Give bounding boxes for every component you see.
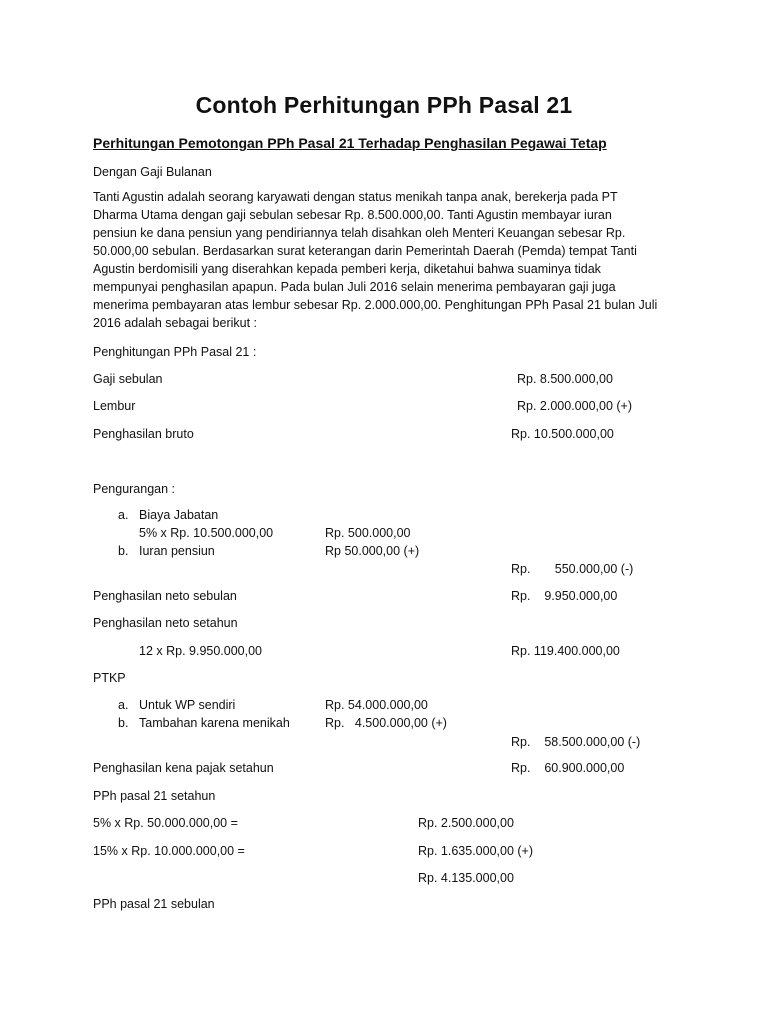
intro-line: Dharma Utama dengan gaji sebulan sebesar Rp. 8.500.000,00. Tanti Agustin membayar iuran: [93, 208, 612, 222]
intro-line: 50.000,00 sebulan. Berdasarkan surat keterangan darin Pemerintah Daerah (Pemda) tempat Tanti: [93, 244, 637, 258]
intro-line: pensiun ke dana pensiun yang pendiriannya telah disahkan oleh Menteri Keuangan sebesar Rp.: [93, 226, 626, 240]
intro-line: Agustin berdomisili yang diserahkan kepada pemberi kerja, diketahui bahwa suaminya tidak: [93, 262, 601, 276]
pph-tarif2-formula: 15% x Rp. 10.000.000,00 =: [93, 844, 245, 858]
pph-setahun-heading: PPh pasal 21 setahun: [93, 789, 216, 803]
ptkp-heading: PTKP: [93, 671, 126, 685]
lembur-label: Lembur: [93, 399, 136, 413]
gaji-value: Rp. 8.500.000,00: [517, 372, 613, 386]
section-label: Dengan Gaji Bulanan: [93, 165, 212, 179]
biaya-jabatan-formula: 5% x Rp. 10.500.000,00: [139, 526, 274, 540]
pkp-label: Penghasilan kena pajak setahun: [93, 761, 274, 775]
neto-sebulan-value: Rp. 9.950.000,00: [511, 589, 618, 603]
document-title: Contoh Perhitungan PPh Pasal 21: [195, 92, 573, 118]
section-subtitle: Perhitungan Pemotongan PPh Pasal 21 Terhadap Penghasilan Pegawai Tetap: [93, 135, 607, 151]
neto-setahun-label: Penghasilan neto setahun: [93, 616, 238, 630]
intro-line: 2016 adalah sebagai berikut :: [93, 316, 258, 330]
pengurangan-total: Rp. 550.000,00 (-): [511, 562, 634, 576]
ptkp-menikah-value: Rp. 4.500.000,00 (+): [325, 716, 447, 730]
list-marker: a.: [118, 508, 129, 522]
iuran-pensiun-value: Rp 50.000,00 (+): [325, 544, 420, 558]
list-marker: b.: [118, 544, 129, 558]
bruto-label: Penghasilan bruto: [93, 427, 194, 441]
pph-tarif1-value: Rp. 2.500.000,00: [418, 816, 514, 830]
gaji-label: Gaji sebulan: [93, 372, 163, 386]
intro-line: menerima pembayaran atas lembur sebesar Rp. 2.000.000,00. Penghitungan PPh Pasal 21 bulan Juli: [93, 298, 658, 312]
neto-sebulan-label: Penghasilan neto sebulan: [93, 589, 237, 603]
bruto-value: Rp. 10.500.000,00: [511, 427, 614, 441]
pph-setahun-total: Rp. 4.135.000,00: [418, 871, 514, 885]
iuran-pensiun-label: Iuran pensiun: [139, 544, 215, 558]
neto-setahun-formula: 12 x Rp. 9.950.000,00: [139, 644, 263, 658]
neto-setahun-value: Rp. 119.400.000,00: [511, 644, 620, 658]
ptkp-wp-value: Rp. 54.000.000,00: [325, 698, 428, 712]
list-marker: a.: [118, 698, 129, 712]
pengurangan-heading: Pengurangan :: [93, 482, 176, 496]
intro-paragraph: [93, 188, 678, 332]
ptkp-menikah-label: Tambahan karena menikah: [139, 716, 290, 730]
calc-heading: Penghitungan PPh Pasal 21 :: [93, 345, 257, 359]
intro-line: Tanti Agustin adalah seorang karyawati dengan status menikah tanpa anak, berekerja pada PT: [93, 190, 618, 204]
pph-tarif2-value: Rp. 1.635.000,00 (+): [418, 844, 534, 858]
ptkp-total: Rp. 58.500.000,00 (-): [511, 735, 641, 749]
pph-tarif1-formula: 5% x Rp. 50.000.000,00 =: [93, 816, 238, 830]
list-marker: b.: [118, 716, 129, 730]
lembur-value: Rp. 2.000.000,00 (+): [517, 399, 633, 413]
pkp-value: Rp. 60.900.000,00: [511, 761, 625, 775]
biaya-jabatan-label: Biaya Jabatan: [139, 508, 219, 522]
pph-sebulan-heading: PPh pasal 21 sebulan: [93, 897, 215, 911]
intro-line: mempunyai penghasilan apapun. Pada bulan Juli 2016 selain menerima pembayaran gaji juga: [93, 280, 616, 294]
biaya-jabatan-value: Rp. 500.000,00: [325, 526, 411, 540]
ptkp-wp-label: Untuk WP sendiri: [139, 698, 236, 712]
